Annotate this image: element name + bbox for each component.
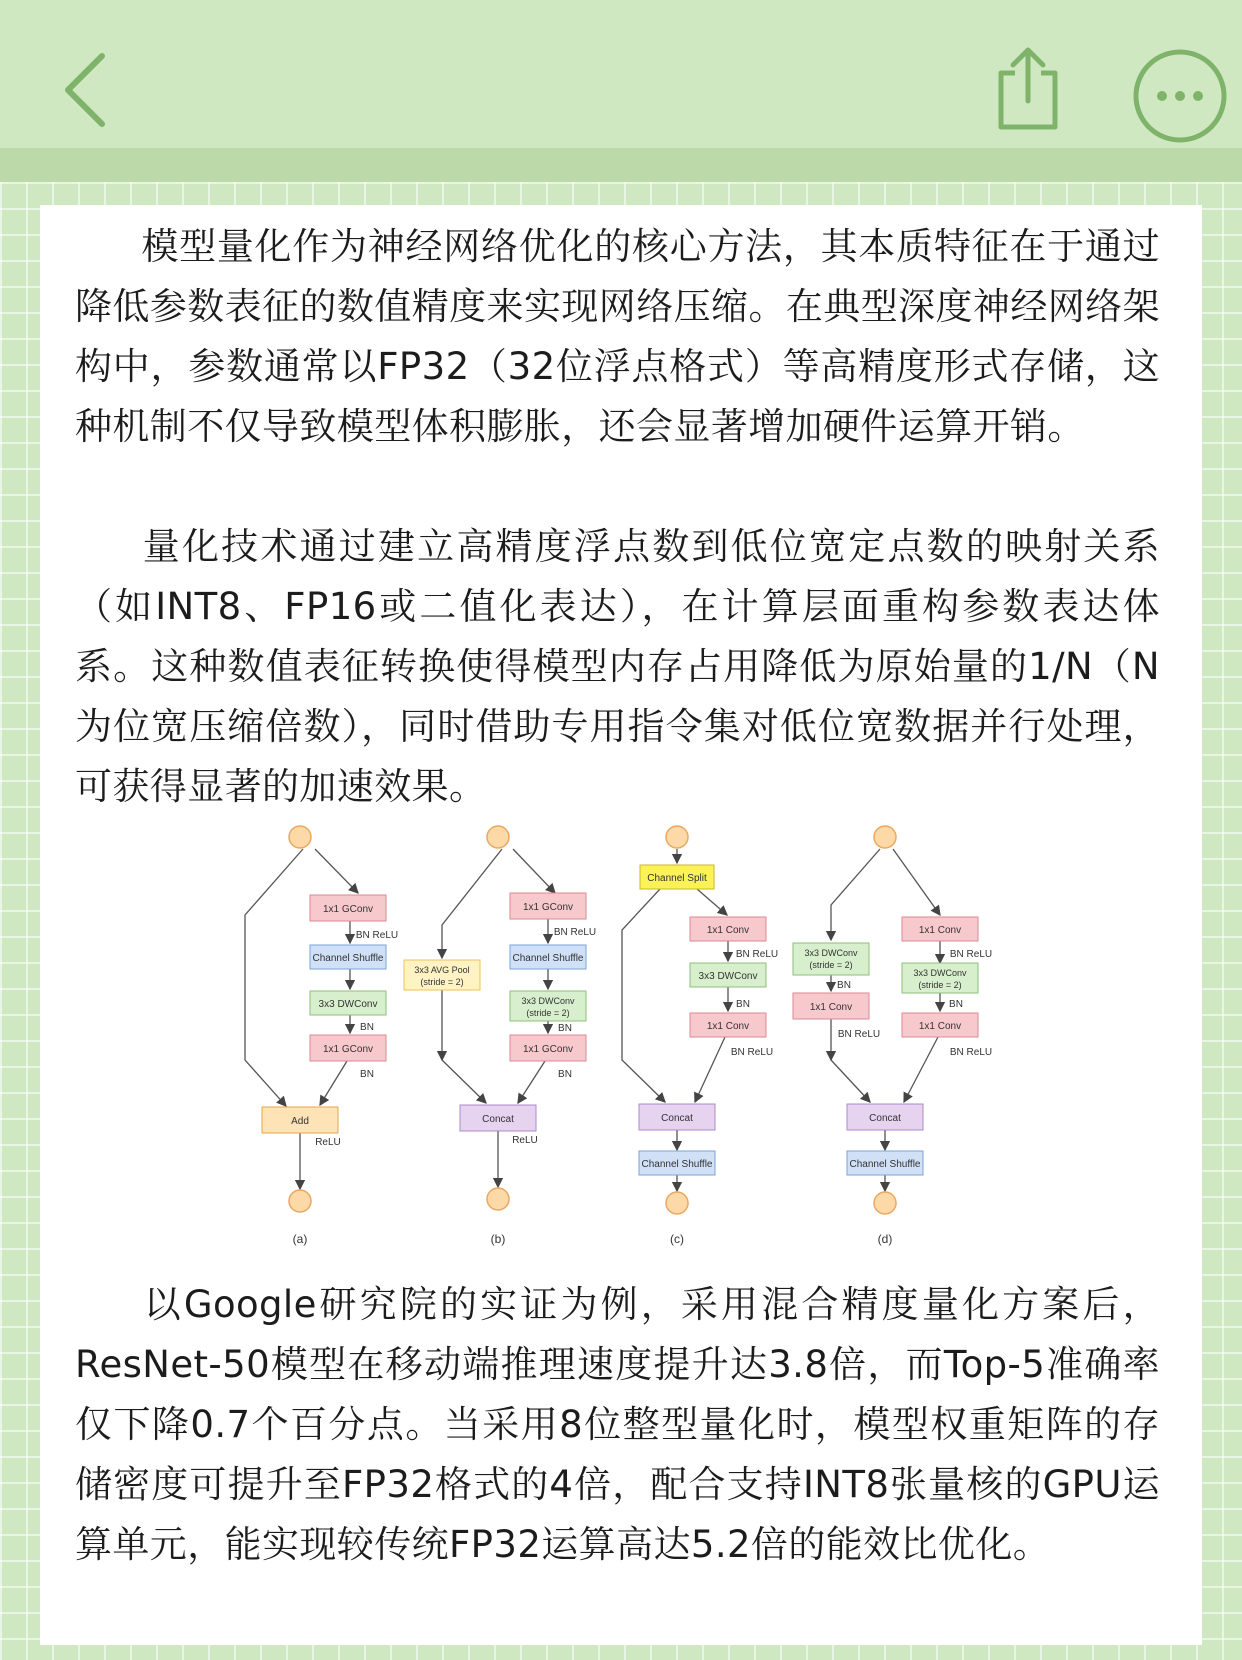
more-button[interactable]: [1130, 46, 1230, 146]
fig-d-ldw1: 3x3 DWConv: [804, 948, 858, 958]
paragraph-1: 模型量化作为神经网络优化的核心方法，其本质特征在于通过降低参数表征的数值精度来实现网络压缩。在典型深度神经网络架构中，参数通常以FP32（32位浮点格式）等高精度形式存储，这种机制不仅导致模型体积膨胀，还会显著增加硬件运算开销。: [75, 225, 1160, 448]
fig-a-dwconv: 3x3 DWConv: [318, 999, 378, 1010]
fig-b-gconv1: 1x1 GConv: [522, 902, 574, 913]
fig-c-split: Channel Split: [647, 873, 707, 884]
fig-caption-c: (c): [670, 1232, 684, 1246]
fig-a-bnrelu1: BN ReLU: [355, 930, 399, 941]
fig-a-bn2: BN: [360, 1069, 374, 1080]
fig-b-avgpool2: (stride = 2): [420, 977, 464, 987]
fig-d-lbn: BN: [837, 980, 851, 991]
chevron-left-icon: [60, 50, 110, 130]
fig-d-lbnrelu: BN ReLU: [837, 1029, 881, 1040]
shufflenet-units-figure: [210, 815, 1040, 1275]
fig-caption-a: (a): [292, 1232, 308, 1246]
more-icon: [1132, 48, 1228, 144]
fig-d-ldw2: (stride = 2): [809, 960, 853, 970]
fig-c-shuffle: Channel Shuffle: [641, 1159, 713, 1170]
fig-caption-d: (d): [877, 1232, 893, 1246]
fig-a-relu: ReLU: [315, 1137, 341, 1148]
paragraph-3: 以Google研究院的实证为例，采用混合精度量化方案后，ResNet-50模型在移动端推理速度提升达3.8倍，而Top-5准确率仅下降0.7个百分点。当采用8位整型量化时，模型权重矩阵的存储密度可提升至FP32格式的4倍，配合支持INT8张量核的GPU运算单元，能实现较传统FP32运算高达5.2倍的能效比优化。: [75, 1283, 1160, 1566]
fig-c-conv2: 1x1 Conv: [706, 1021, 750, 1032]
fig-d-concat: Concat: [869, 1113, 901, 1124]
fig-b-dwconv1: 3x3 DWConv: [521, 996, 575, 1006]
fig-d-rconv2: 1x1 Conv: [918, 1021, 962, 1032]
paragraph-2: 量化技术通过建立高精度浮点数到低位宽定点数的映射关系（如INT8、FP16或二值化表达），在计算层面重构参数表达体系。这种数值表征转换使得模型内存占用降低为原始量的1/N（N为位宽压缩倍数），同时借助专用指令集对低位宽数据并行处理，可获得显著的加速效果。: [75, 525, 1160, 808]
share-icon: [993, 43, 1063, 133]
fig-d-rbnrelu2: BN ReLU: [949, 1047, 993, 1058]
fig-d-rbnrelu1: BN ReLU: [949, 949, 993, 960]
fig-b-gconv2: 1x1 GConv: [522, 1044, 574, 1055]
fig-a-bn1: BN: [360, 1022, 374, 1033]
fig-d-rconv1: 1x1 Conv: [918, 925, 962, 936]
fig-a-gconv1: 1x1 GConv: [322, 904, 374, 915]
fig-b-concat: Concat: [482, 1114, 514, 1125]
fig-b-dwconv2: (stride = 2): [526, 1008, 570, 1018]
back-button[interactable]: [50, 40, 120, 140]
fig-d-rbn: BN: [949, 999, 963, 1010]
fig-b-shuffle: Channel Shuffle: [512, 953, 584, 964]
fig-c-conv1: 1x1 Conv: [706, 925, 750, 936]
fig-b-bn1: BN: [558, 1023, 572, 1034]
fig-a-gconv2: 1x1 GConv: [322, 1044, 374, 1055]
fig-d-rdw2: (stride = 2): [918, 980, 962, 990]
fig-d-shuffle: Channel Shuffle: [849, 1159, 921, 1170]
share-button[interactable]: [990, 40, 1066, 136]
fig-c-concat: Concat: [661, 1113, 693, 1124]
fig-d-lconv: 1x1 Conv: [809, 1002, 853, 1013]
fig-a-shuffle: Channel Shuffle: [312, 953, 384, 964]
fig-caption-b: (b): [490, 1232, 506, 1246]
fig-c-bnrelu2: BN ReLU: [730, 1047, 774, 1058]
fig-b-relu: ReLU: [512, 1135, 538, 1146]
fig-c-bnrelu1: BN ReLU: [735, 949, 779, 960]
fig-b-bn2: BN: [558, 1069, 572, 1080]
fig-b-bnrelu1: BN ReLU: [553, 927, 597, 938]
top-toolbar: [0, 0, 1242, 182]
article-card: [40, 205, 1202, 1645]
fig-c-bn1: BN: [736, 999, 750, 1010]
fig-c-dwconv: 3x3 DWConv: [698, 971, 758, 982]
fig-b-avgpool1: 3x3 AVG Pool: [414, 965, 470, 975]
fig-d-rdw1: 3x3 DWConv: [913, 968, 967, 978]
fig-a-add: Add: [291, 1116, 309, 1127]
